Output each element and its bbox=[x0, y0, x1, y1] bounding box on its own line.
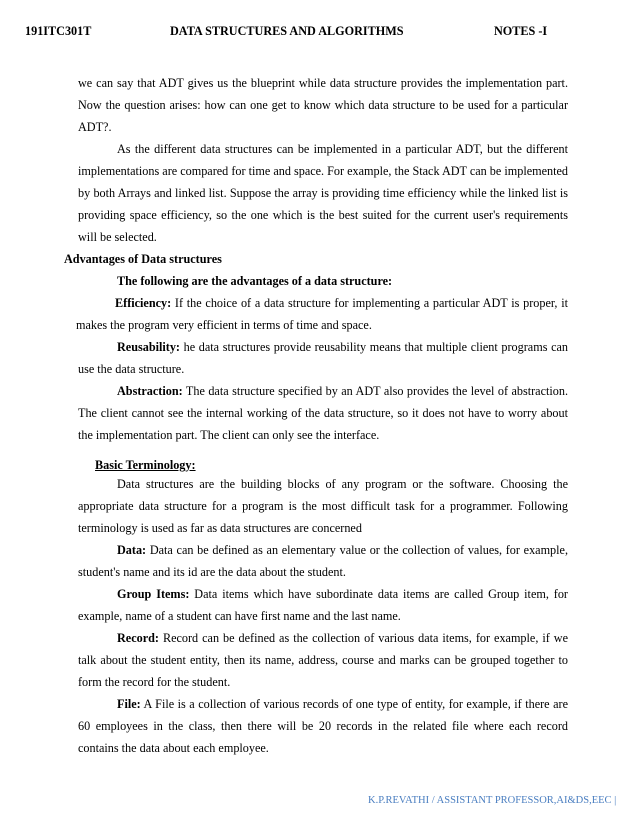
abstraction-text: The data structure specified by an ADT also provides the level of abstraction. The client cannot see the internal working of the data structure, so it does not have to worry about the implementation part. The client can only see the interface. bbox=[78, 384, 568, 442]
advantage-reusability bbox=[78, 336, 568, 380]
data-text: Data can be defined as an elementary value or the collection of values, for example, student's name and its id are the data about the student. bbox=[78, 543, 568, 579]
reusability-text: he data structures provide reusability means that multiple client programs can use the data structure. bbox=[78, 340, 568, 376]
term-reusability: Reusability: bbox=[117, 340, 180, 354]
term-data: Data: bbox=[117, 543, 147, 557]
term-efficiency: Efficiency: bbox=[115, 296, 172, 310]
terminology-intro: Data structures are the building blocks of any program or the software. Choosing the appropriate data structure for a program is the most difficult task for a programmer. Following terminology is used as far as data structures are concerned bbox=[78, 477, 568, 535]
term-group-items-definition bbox=[78, 583, 568, 627]
advantage-efficiency bbox=[76, 292, 568, 336]
term-data-definition bbox=[78, 539, 568, 583]
section-heading-basic-terminology: Basic Terminology: bbox=[95, 458, 196, 472]
advantage-abstraction bbox=[78, 380, 568, 446]
efficiency-text: If the choice of a data structure for implementing a particular ADT is proper, it makes the program very efficient in terms of time and space. bbox=[76, 296, 568, 332]
notes-label: NOTES -I bbox=[494, 24, 548, 38]
section-heading-advantages: Advantages of Data structures bbox=[64, 252, 222, 266]
page-body bbox=[64, 72, 568, 759]
course-title: DATA STRUCTURES AND ALGORITHMS bbox=[170, 24, 404, 38]
term-file-definition bbox=[78, 693, 568, 759]
file-text: A File is a collection of various records of one type of entity, for example, if there are 60 employees in the class, then there will be 20 records in the related file where each record contains the data about each employee. bbox=[78, 697, 568, 755]
group-items-text: Data items which have subordinate data items are called Group item, for example, name of a student can have first name and the last name. bbox=[78, 587, 568, 623]
paragraph-adt-blueprint: we can say that ADT gives us the blueprint while data structure provides the implementation part. Now the question arises: how can one get to know which data structure to be used for a particular ADT?. bbox=[78, 76, 568, 134]
term-abstraction: Abstraction: bbox=[117, 384, 183, 398]
term-group-items: Group Items: bbox=[117, 587, 190, 601]
record-text: Record can be defined as the collection of various data items, for example, if we talk about the student entity, then its name, address, course and marks can be grouped together to form the record for the student. bbox=[78, 631, 568, 689]
term-file: File: bbox=[117, 697, 141, 711]
course-code: 191ITC301T bbox=[25, 24, 92, 38]
term-record-definition bbox=[78, 627, 568, 693]
paragraph-implementations: As the different data structures can be implemented in a particular ADT, but the different implementations are compared for time and space. For example, the Stack ADT can be implemented by both Arrays and linked list. Suppose the array is providing time efficiency while the linked list is providing space efficiency, so the one which is the best suited for the current user's requirements will be selected. bbox=[78, 142, 568, 244]
advantages-lead: The following are the advantages of a data structure: bbox=[117, 274, 393, 288]
page-header bbox=[25, 24, 548, 42]
term-record: Record: bbox=[117, 631, 159, 645]
page-footer: K.P.REVATHI / ASSISTANT PROFESSOR,AI&DS,EEC | bbox=[368, 795, 617, 806]
